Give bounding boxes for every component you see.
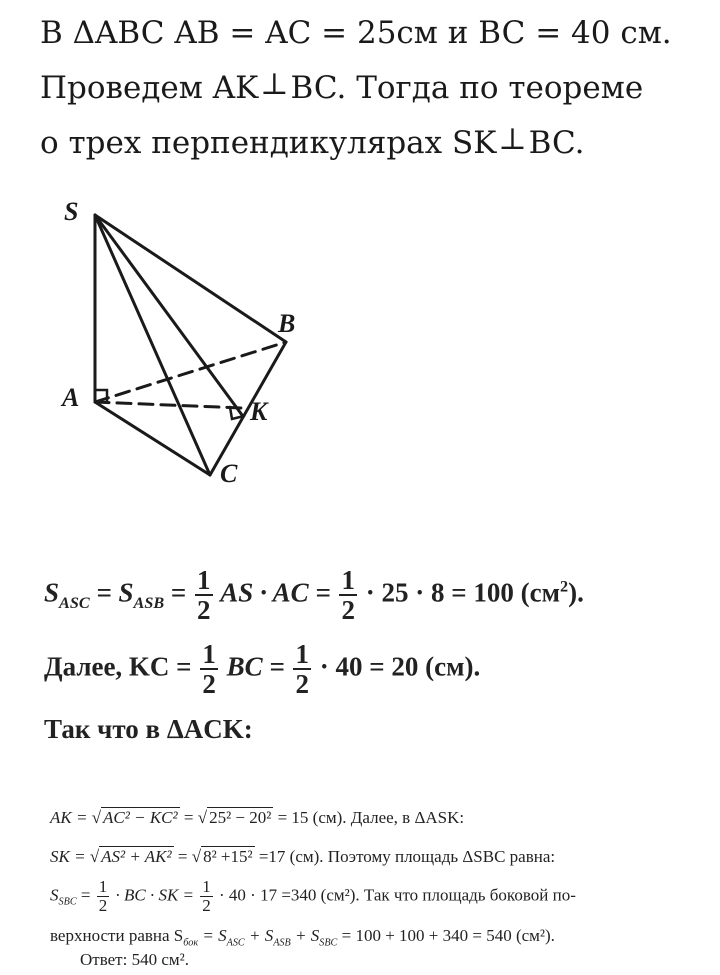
subscript: SBC	[319, 937, 338, 949]
radicand: 25² − 20²	[209, 808, 272, 827]
denominator: 2	[202, 669, 216, 700]
text: ).	[568, 577, 584, 608]
intro-line-3-end: BC.	[528, 125, 585, 161]
answer-line: Ответ: 540 см².	[80, 950, 189, 969]
square-root: √ 25² − 20²	[197, 808, 272, 827]
text: = S	[89, 577, 134, 608]
text: верхности равна S	[50, 926, 184, 945]
intro-line-1: В ΔABC AB = AC = 25см и BC = 40 см.	[40, 15, 672, 51]
numerator: 1	[197, 565, 211, 595]
subscript: ASC	[59, 593, 90, 612]
square-root: √ 8² +15²	[191, 847, 253, 866]
text: · BC · SK =	[111, 885, 199, 905]
text: + S	[244, 926, 274, 945]
perpendicular-symbol: ⊥	[260, 67, 289, 102]
numerator: 1	[202, 877, 211, 896]
subscript: SBC	[58, 896, 77, 908]
vertex-label-c: C	[220, 459, 238, 488]
text: =17 (см). Поэтому площадь ΔSBC равна:	[254, 847, 556, 866]
text: = 15 (см). Далее, в ΔASK:	[273, 808, 465, 827]
text: = 100 + 100 + 340 = 540 (см²).	[337, 926, 555, 945]
symbol: S	[44, 577, 60, 608]
subscript: ASB	[273, 937, 291, 949]
denominator: 2	[202, 895, 211, 915]
denominator: 2	[98, 895, 108, 915]
vertex-label-b: B	[278, 309, 296, 338]
text: · 25 · 8 = 100 (см	[358, 577, 560, 608]
formula-triangle-ack: Так что в ΔACK:	[44, 714, 253, 744]
fraction-half	[339, 566, 357, 625]
text: BC =	[219, 651, 292, 682]
square-root: √ AC² − KC²	[91, 808, 178, 827]
pyramid-figure	[50, 190, 310, 500]
text: S	[50, 885, 59, 905]
numerator: 1	[295, 639, 309, 669]
text: · 40 = 20 (см).	[312, 651, 481, 682]
radicand: AC² − KC²	[103, 808, 178, 827]
formula-kc	[44, 640, 480, 699]
square-root: √ AS² + AK²	[89, 847, 172, 866]
text: = S	[198, 926, 227, 945]
intro-line-3-start: о трех перпендикулярах SK	[40, 125, 497, 161]
intro-line-2	[40, 59, 710, 114]
denominator: 2	[341, 595, 355, 626]
text: AK =	[50, 808, 92, 827]
solution-line-ak	[50, 808, 464, 828]
intro-line-2-end: BC. Тогда по теореме	[290, 70, 644, 106]
fraction-half	[97, 878, 110, 915]
denominator: 2	[197, 595, 211, 626]
text: AS · AC =	[214, 577, 338, 608]
intro-text	[40, 8, 710, 169]
vertex-label-k: K	[250, 397, 268, 426]
text: =	[179, 808, 198, 827]
solution-line-sk	[50, 847, 555, 867]
vertex-label-s: S	[64, 197, 79, 226]
subscript: ASC	[226, 937, 245, 949]
numerator: 1	[202, 639, 216, 669]
subscript: бок	[183, 937, 199, 949]
fraction-half	[293, 640, 311, 699]
subscript: ASB	[133, 593, 165, 612]
text: =	[164, 577, 194, 608]
solution-line-ssbc	[50, 878, 576, 915]
fraction-half	[200, 640, 218, 699]
text: SK =	[50, 847, 90, 866]
superscript: 2	[560, 577, 569, 596]
text: =	[76, 885, 95, 905]
radicand: AS² + AK²	[101, 847, 172, 866]
edge-sk	[95, 215, 242, 415]
hidden-segment-ak	[95, 402, 242, 408]
vertex-label-a: A	[62, 383, 80, 412]
intro-line-2-start: Проведем AK	[40, 70, 259, 106]
text: Далее, KC =	[44, 651, 199, 682]
intro-line-3	[40, 114, 710, 169]
solution-line-total	[50, 926, 555, 948]
formula-area-asc	[44, 566, 584, 625]
text: + S	[290, 926, 320, 945]
denominator: 2	[295, 669, 309, 700]
fraction-half	[200, 878, 213, 915]
text: =	[173, 847, 192, 866]
numerator: 1	[98, 877, 108, 896]
numerator: 1	[341, 565, 355, 595]
radicand: 8² +15²	[203, 847, 253, 866]
perpendicular-symbol: ⊥	[498, 122, 527, 157]
fraction-half	[195, 566, 213, 625]
text: · 40 · 17 =340 (см²). Так что площадь боковой по-	[214, 885, 576, 905]
